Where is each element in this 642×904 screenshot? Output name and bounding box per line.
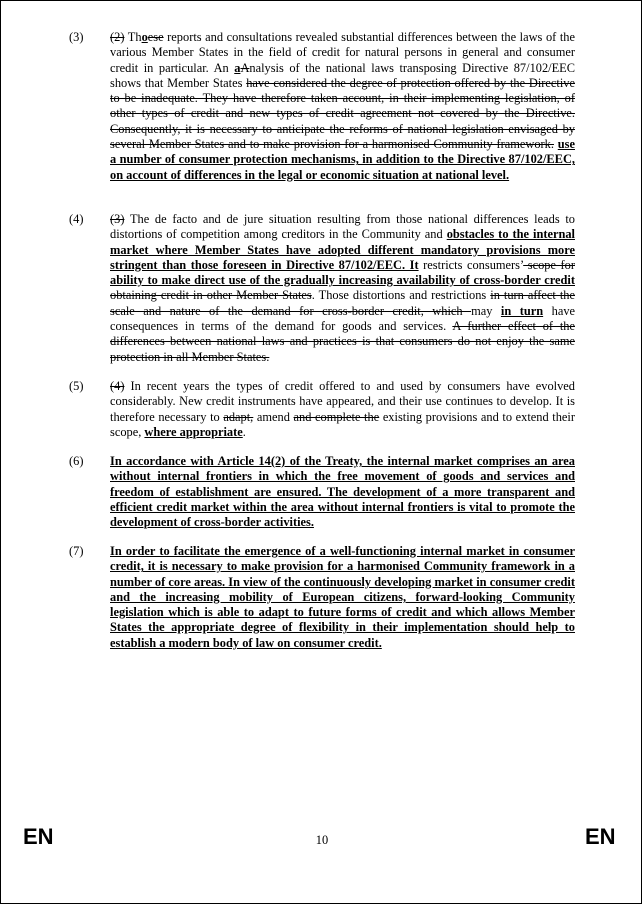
deleted-text: obtaining credit in other Member States — [110, 288, 312, 303]
recital-text — [110, 544, 575, 651]
recital-number: (5) — [69, 379, 84, 393]
inserted-text: In order to facilitate the emergence of a well-functioning internal market in consumer credit, it is necessary to make provision for a harmonised Community framework in a number of core areas. In view of the continuously developing market in consumer credit and the increasing mobility of European citizens, forward-looking Community legislation which is able to adapt to future forms of credit and which allows Member States the appropriate degree of flexibility in their implementation should help to establish a modern body of law on consumer credit. — [110, 544, 575, 650]
recital-text — [110, 30, 575, 183]
deleted-text: ese — [147, 30, 164, 44]
deleted-text: A further effect of the differences between national laws and practices is that consumers do not enjoy the same protection in all Member States. — [110, 319, 575, 364]
deleted-text: (3) — [110, 212, 125, 226]
deleted-text: (2) — [110, 30, 125, 44]
inserted-text: a — [234, 60, 241, 75]
text-run: existing provisions and to extend their scope, — [110, 409, 575, 439]
inserted-text: o — [141, 30, 148, 44]
recital-number: (7) — [69, 544, 84, 558]
text-run: The de facto and de jure situation resulting from those national differences leads to distortions of competition among creditors in the Community and — [110, 212, 575, 242]
inserted-text: where appropriate — [144, 424, 243, 439]
text-run: may — [471, 303, 501, 318]
recital-text — [110, 212, 575, 365]
recital-number: (4) — [69, 212, 84, 226]
text-run: restricts consumers’ — [418, 257, 524, 272]
inserted-text: in turn — [500, 303, 544, 318]
inserted-text: use a number of consumer protection mechanisms, in addition to the Directive 87/102/EEC, on account of differences in the legal or economic situation at national level. — [110, 137, 575, 182]
deleted-text: in turn affect the scale and nature of the demand for cross-border credit, which — [110, 288, 575, 318]
recital-number: (6) — [69, 454, 84, 468]
deleted-text: (4) — [110, 379, 125, 393]
page-number: 10 — [315, 833, 329, 847]
text-run: amend — [253, 409, 294, 424]
deleted-text: have considered the degree of protection offered by the Directive to be inadequate. They have therefore taken account, in their implementing legislation, of other types of credit and new types of credit agreement not covered by the Directive. Consequently, it is necessary to anticipate the reforms of national legislation envisaged by several Member States and to make provision for a harmonised Community framework. — [110, 75, 575, 152]
recital-text — [110, 379, 575, 440]
footer-language-right: EN — [585, 824, 616, 849]
inserted-text: ability to make direct use of the gradually increasing availability of cross-border credit — [110, 273, 575, 288]
text-run: . Those distortions and restrictions — [311, 288, 491, 303]
inserted-text: In accordance with Article 14(2) of the Treaty, the internal market comprises an area without internal frontiers in which the free movement of goods and services and freedom of establishment are ensured. The development of a more transparent and efficient credit market within the area without internal frontiers is vital to promote the development of cross-border activities. — [110, 454, 575, 530]
text-run: nalysis of the national laws transposing Directive 87/102/EEC shows that Member States — [110, 60, 575, 90]
recital-number: (3) — [69, 30, 84, 44]
deleted-text: A — [240, 60, 250, 75]
deleted-text: adapt, — [223, 409, 254, 424]
text-run: reports and consultations revealed substantial differences between the laws of the various Member States in the field of credit for natural persons in general and consumer credit in particular. An — [110, 30, 575, 75]
footer-language-left: EN — [23, 824, 54, 849]
deleted-text: and complete the — [293, 409, 380, 424]
text-run: . — [242, 424, 246, 439]
text-run: have consequences in terms of the demand for goods and services. — [110, 303, 576, 334]
deleted-text: scope for — [523, 257, 575, 272]
text-run: In recent years the types of credit offered to and used by consumers have evolved considerably. New credit instruments have appeared, and their use continues to develop. It is therefore necessary to — [110, 379, 575, 424]
inserted-text: obstacles to the internal market where Member States have adopted different mandatory provisions more stringent than those foreseen in Directive 87/102/EEC. It — [110, 227, 575, 272]
recital-text — [110, 454, 575, 530]
text-run: Th — [124, 30, 142, 44]
